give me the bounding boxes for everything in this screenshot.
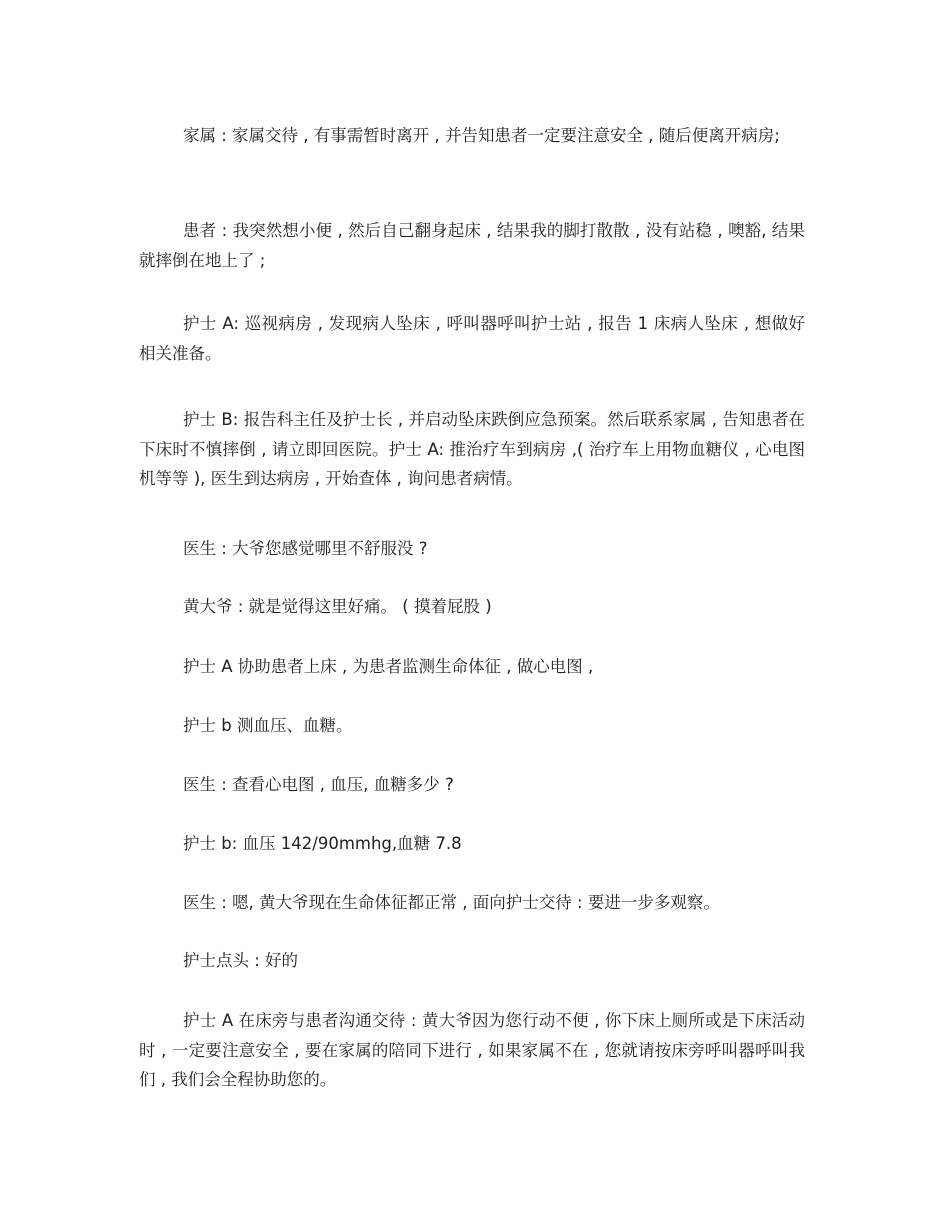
paragraph-doctor-checks: 医生 : 查看心电图 , 血压, 血糖多少 ?: [183, 775, 454, 794]
paragraph-nurse-nods: 护士点头 : 好的: [183, 951, 299, 970]
paragraph-patient-falls: 患者 : 我突然想小便 , 然后自己翻身起床 , 结果我的脚打散散 , 没有站稳 , 噢豁, 结果就摔倒在地上了 ;: [139, 221, 805, 270]
paragraph-doctor-asks: 医生 : 大爷您感觉哪里不舒服没 ?: [183, 539, 428, 558]
paragraph-family-leaves: 家属 : 家属交待 , 有事需暂时离开 , 并告知患者一定要注意安全 , 随后便离开病房;: [183, 126, 780, 145]
paragraph-nurse-a-advises: 护士 A 在床旁与患者沟通交待 : 黄大爷因为您行动不便 , 你下床上厕所或是下床活动时 , 一定要注意安全 , 要在家属的陪同下进行 , 如果家属不在 , 您就请按床旁呼叫器呼叫我们 , 我们会全程协助您的。: [139, 1011, 805, 1089]
paragraph-nurse-b-measures: 护士 b 测血压、血糖。: [183, 716, 353, 735]
paragraph-nurse-b-results: 护士 b: 血压 142/90mmhg,血糖 7.8: [183, 834, 462, 853]
paragraph-nurse-b-report: 护士 B: 报告科主任及护士长 , 并启动坠床跌倒应急预案。然后联系家属 , 告知患者在下床时不慎摔倒 , 请立即回医院。护士 A: 推治疗车到病房 ,( 治疗车上用物血糖仪 , 心电图机等等 ), 医生到达病房 , 开始查体 , 询问患者病情。: [139, 410, 805, 488]
paragraph-patient-answers: 黄大爷 : 就是觉得这里好痛。 ( 摸着屁股 ): [183, 597, 492, 616]
paragraph-nurse-a-monitors: 护士 A 协助患者上床 , 为患者监测生命体征 , 做心电图 ,: [183, 657, 594, 676]
paragraph-doctor-instructs: 医生 : 嗯, 黄大爷现在生命体征都正常 , 面向护士交待 : 要进一步多观察。: [183, 893, 720, 912]
paragraph-nurse-a-rounds: 护士 A: 巡视病房 , 发现病人坠床 , 呼叫器呼叫护士站 , 报告 1 床病人坠床 , 想做好相关准备。: [139, 314, 805, 363]
